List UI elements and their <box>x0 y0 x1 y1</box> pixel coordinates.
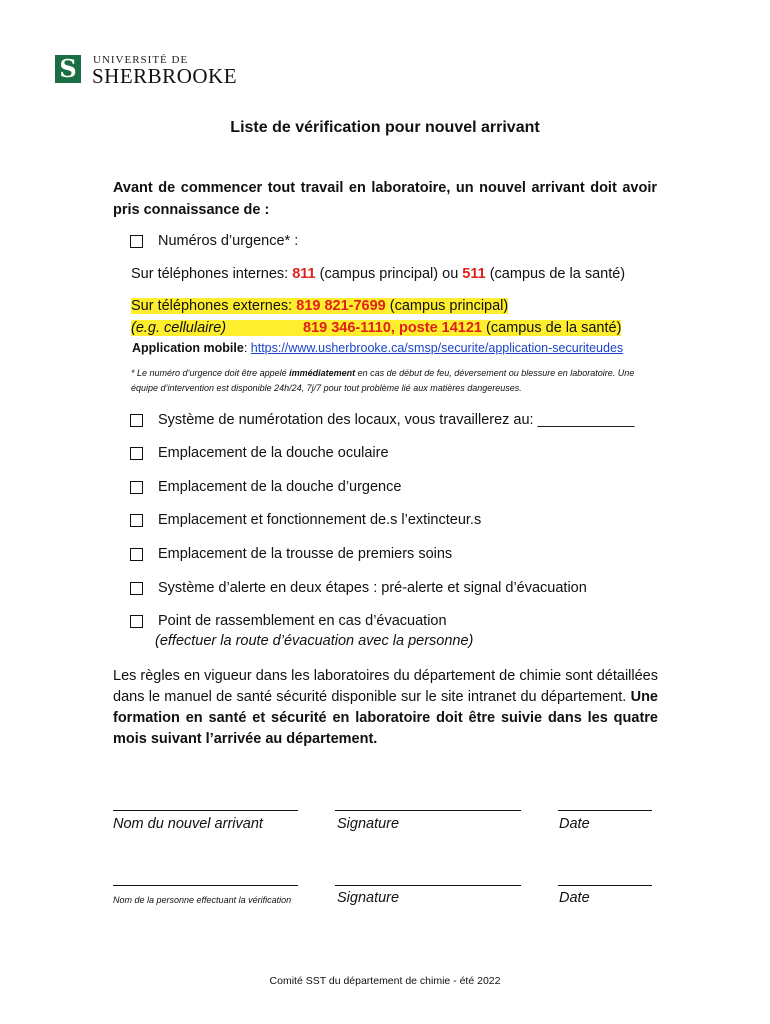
external-phones-line: Sur téléphones externes: 819 821-7699 (campus principal) <box>131 298 509 314</box>
verifier-date-line[interactable] <box>558 885 652 886</box>
verifier-name-line[interactable] <box>113 885 298 886</box>
rules-paragraph: Les règles en vigueur dans les laboratoires du département de chimie sont détaillées dans le manuel de santé sécurité disponible sur le site intranet du département. Une formation en santé et sécurité en laboratoire doit être suivie dans les quatre mois suivant l’arrivée au département. <box>113 668 658 747</box>
checklist-label: Système de numérotation des locaux, vous travaillerez au: ____________ <box>158 412 635 428</box>
checklist-item-first-aid[interactable] <box>130 546 452 562</box>
logo-bottom-text: SHERBROOKE <box>92 64 238 88</box>
checklist-label: Emplacement de la douche oculaire <box>158 445 389 461</box>
checklist-label: Point de rassemblement en cas d’évacuation <box>158 613 447 629</box>
checklist-item-emergency-shower[interactable] <box>130 479 401 495</box>
checkbox[interactable] <box>130 514 143 527</box>
signature-label: Signature <box>337 816 400 832</box>
checklist-item-room-numbering[interactable] <box>130 412 634 428</box>
checklist-item-eyewash[interactable] <box>130 445 389 461</box>
checklist-label: Emplacement de la trousse de premiers soins <box>158 546 453 562</box>
internal-number-health: 511 <box>462 266 486 282</box>
new-arrival-name-label: Nom du nouvel arrivant <box>113 816 263 832</box>
emergency-footnote: * Le numéro d’urgence doit être appelé immédiatement en cas de début de feu, déversement ou blessure en laboratoire. Une équipe d’intervention est disponible 24h/24, 7j/7 pour tout problème lié aux matières dangereuses. <box>131 368 635 393</box>
internal-phones-line: Sur téléphones internes: 811 (campus principal) ou 511 (campus de la santé) <box>131 266 626 282</box>
app-link[interactable]: https://www.usherbrooke.ca/smsp/securite/application-securiteudes <box>250 341 624 355</box>
date-line[interactable] <box>558 810 652 811</box>
checkbox[interactable] <box>130 235 143 248</box>
checklist-item-assembly-point[interactable] <box>130 613 447 629</box>
checklist-label: Emplacement et fonctionnement de.s l’extincteur.s <box>158 512 482 528</box>
checklist-label: Système d’alerte en deux étapes : pré-alerte et signal d’évacuation <box>158 580 587 596</box>
checklist-item-emergency[interactable] <box>130 233 298 249</box>
name-line[interactable] <box>113 810 298 811</box>
checkbox[interactable] <box>130 447 143 460</box>
signature-line[interactable] <box>335 810 521 811</box>
checkbox[interactable] <box>130 615 143 628</box>
verifier-name-label: Nom de la personne effectuant la vérification <box>113 895 292 905</box>
external-number-health: 819 346-1110, poste 14121 <box>303 320 482 336</box>
verifier-signature-label: Signature <box>337 890 400 906</box>
logo-mark: S <box>55 55 81 83</box>
footer: Comité SST du département de chimie - été 2022 <box>269 975 501 987</box>
verifier-date-label: Date <box>559 890 590 906</box>
checklist-label: Numéros d’urgence* : <box>158 233 299 249</box>
checkbox[interactable] <box>130 481 143 494</box>
date-label: Date <box>559 816 590 832</box>
checkbox[interactable] <box>130 548 143 561</box>
mobile-app-line: Application mobile: https://www.usherbrooke.ca/smsp/securite/application-securiteudes <box>132 341 624 355</box>
assembly-note: (effectuer la route d’évacuation avec la personne) <box>155 633 474 649</box>
checklist-item-alert-system[interactable] <box>130 580 587 596</box>
page-title: Liste de vérification pour nouvel arrivant <box>230 119 540 136</box>
verifier-signature-line[interactable] <box>335 885 521 886</box>
university-logo <box>55 55 255 87</box>
external-phones-line-2: (e.g. cellulaire) 819 346-1110, poste 14121 (campus de la santé) <box>131 320 622 336</box>
checkbox[interactable] <box>130 582 143 595</box>
intro-text: Avant de commencer tout travail en laboratoire, un nouvel arrivant doit avoir pris connaissance de : <box>113 180 657 218</box>
external-number-main: 819 821-7699 <box>296 298 386 314</box>
logo-top-text: UNIVERSITÉ DE <box>93 54 189 66</box>
internal-number-main: 811 <box>292 266 316 282</box>
checkbox[interactable] <box>130 414 143 427</box>
checklist-label: Emplacement de la douche d’urgence <box>158 479 402 495</box>
checklist-item-extinguisher[interactable] <box>130 512 481 528</box>
